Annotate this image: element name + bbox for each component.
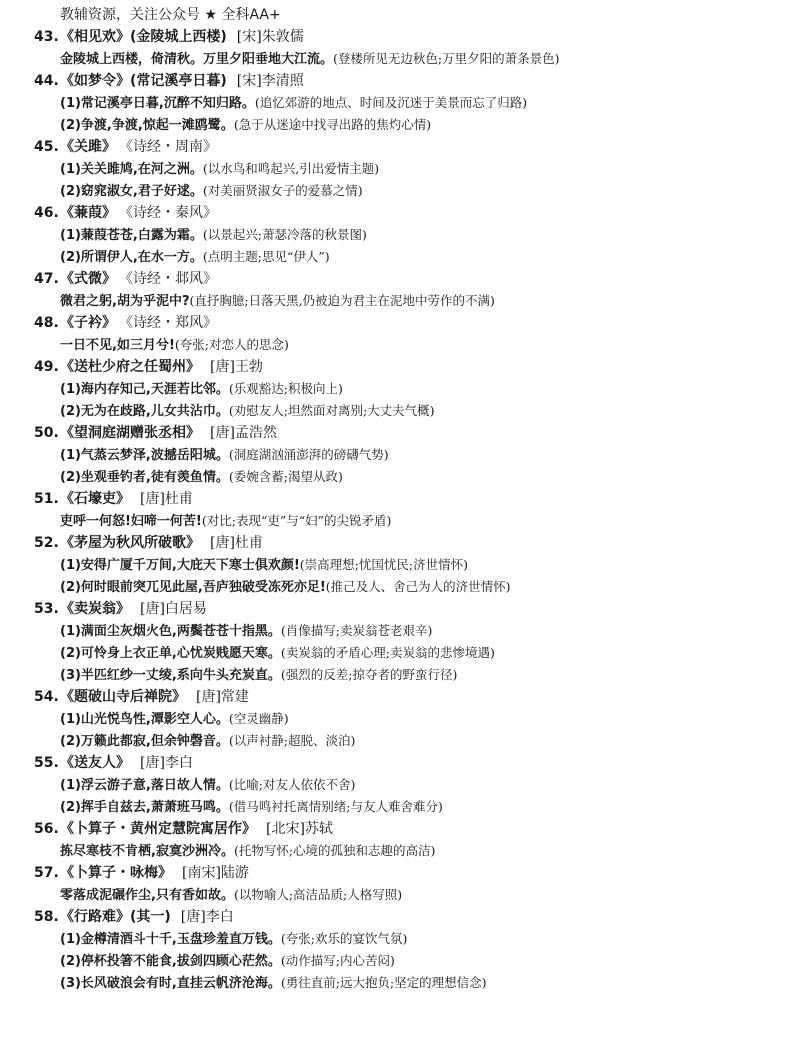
verse-text: (2)所谓伊人,在水一方。	[60, 250, 203, 265]
poem-author: 《诗经・秦风》	[126, 205, 217, 221]
verse-annotation: (委婉含蓄;渴望从政)	[228, 469, 343, 484]
verse-annotation: (劝慰友人;坦然面对离别;大丈夫气概)	[228, 403, 435, 418]
verse-annotation: (比喻;对友人依依不舍)	[228, 777, 356, 792]
poem-entry	[34, 532, 794, 598]
poem-entry	[34, 818, 794, 862]
verse-annotation: (托物写怀;心境的孤独和志趣的高洁)	[233, 843, 436, 858]
poem-entry	[34, 268, 794, 312]
poem-title-line	[34, 532, 794, 554]
verse-line	[34, 246, 794, 268]
entry-number: 49.	[34, 359, 59, 375]
poem-list	[34, 26, 794, 994]
verse-text: (2)万籁此都寂,但余钟磬音。	[60, 734, 229, 749]
verse-text: (2)何时眼前突兀见此屋,吾庐独破受冻死亦足!	[60, 580, 326, 595]
verse-line	[34, 290, 794, 312]
verse-line	[34, 180, 794, 202]
verse-line	[34, 708, 794, 730]
verse-text: (1)山光悦鸟性,潭影空人心。	[60, 712, 229, 727]
verse-annotation: (洞庭湖汹涌澎湃的磅礴气势)	[228, 447, 389, 462]
verse-text: 拣尽寒枝不肯栖,寂寞沙洲冷。	[60, 844, 234, 859]
poem-entry	[34, 752, 794, 818]
verse-text: (1)常记溪亭日暮,沉醉不知归路。	[60, 96, 255, 111]
verse-annotation: (以景起兴;萧瑟冷落的秋景图)	[202, 227, 367, 242]
verse-line	[34, 972, 794, 994]
poem-entry	[34, 906, 794, 994]
verse-text: (1)满面尘灰烟火色,两鬓苍苍十指黑。	[60, 624, 281, 639]
poem-author: [北宋]苏轼	[266, 821, 333, 837]
verse-annotation: (以物喻人;高洁品质;人格写照)	[233, 887, 403, 902]
verse-annotation: (追忆郊游的地点、时间及沉迷于美景而忘了归路)	[254, 95, 528, 110]
verse-text: 金陵城上西楼，倚清秋。万里夕阳垂地大江流。	[60, 52, 334, 67]
verse-line	[34, 510, 794, 532]
entry-number: 55.	[34, 755, 59, 771]
poem-title: 《卖炭翁》	[60, 601, 130, 617]
poem-entry	[34, 488, 794, 532]
verse-text: (3)长风破浪会有时,直挂云帆济沧海。	[60, 976, 281, 991]
entry-number: 51.	[34, 491, 59, 507]
poem-title: 《卜算子・咏梅》	[60, 865, 172, 881]
poem-title-line	[34, 598, 794, 620]
verse-line	[34, 378, 794, 400]
verse-text: (1)浮云游子意,落日故人情。	[60, 778, 229, 793]
poem-title-line	[34, 136, 794, 158]
entry-number: 54.	[34, 689, 59, 705]
verse-annotation: (空灵幽静)	[228, 711, 289, 726]
verse-text: 吏呼一何怒!妇啼一何苦!	[60, 514, 202, 529]
poem-title: 《送友人》	[60, 755, 130, 771]
verse-line	[34, 950, 794, 972]
verse-annotation: (借马鸣衬托离情别绪;与友人难舍难分)	[228, 799, 443, 814]
verse-annotation: (对比;表现“吏”与“妇”的尖锐矛盾)	[201, 513, 392, 528]
verse-line	[34, 796, 794, 818]
poem-entry	[34, 202, 794, 268]
poem-author: [南宋]陆游	[182, 865, 249, 881]
poem-author: [唐]杜甫	[140, 491, 193, 507]
verse-annotation: (急于从迷途中找寻出路的焦灼心情)	[233, 117, 432, 132]
poem-title-line	[34, 202, 794, 224]
page-header: 教辅资源，关注公众号 ★ 全科AA+	[60, 7, 281, 23]
poem-author: [唐]王勃	[210, 359, 263, 375]
poem-author: 《诗经・郑风》	[126, 315, 217, 331]
poem-title: 《卜算子・黄州定慧院寓居作》	[60, 821, 256, 837]
verse-text: (1)蒹葭苍苍,白露为霜。	[60, 228, 203, 243]
verse-line	[34, 730, 794, 752]
verse-line	[34, 48, 794, 70]
verse-line	[34, 620, 794, 642]
document-page	[34, 4, 794, 994]
poem-author: [唐]白居易	[140, 601, 207, 617]
poem-title: 《送杜少府之任蜀州》	[60, 359, 200, 375]
verse-annotation: (登楼所见无边秋色;万里夕阳的萧条景色)	[333, 51, 560, 66]
verse-text: (2)无为在歧路,儿女共沾巾。	[60, 404, 229, 419]
poem-title: 《行路难》(其一)	[60, 909, 171, 925]
poem-author: [唐]常建	[196, 689, 249, 705]
poem-title: 《如梦令》(常记溪亭日暮)	[60, 73, 227, 89]
verse-line	[34, 114, 794, 136]
verse-line	[34, 334, 794, 356]
verse-annotation: (强烈的反差;掠夺者的野蛮行径)	[280, 667, 458, 682]
verse-line	[34, 554, 794, 576]
entry-number: 57.	[34, 865, 59, 881]
poem-entry	[34, 356, 794, 422]
verse-annotation: (夸张;欢乐的宴饮气氛)	[280, 931, 408, 946]
poem-author: [唐]杜甫	[210, 535, 263, 551]
verse-annotation: (肖像描写;卖炭翁苍老艰辛)	[280, 623, 433, 638]
poem-title-line	[34, 312, 794, 334]
verse-annotation: (对美丽贤淑女子的爱慕之情)	[202, 183, 363, 198]
verse-text: (1)安得广厦千万间,大庇天下寒士俱欢颜!	[60, 558, 300, 573]
verse-annotation: (动作描写;内心苦闷)	[280, 953, 395, 968]
poem-entry	[34, 862, 794, 906]
verse-annotation: (乐观豁达;积极向上)	[228, 381, 343, 396]
poem-title: 《茅屋为秋风所破歌》	[60, 535, 200, 551]
verse-text: (1)关关雎鸠,在河之洲。	[60, 162, 203, 177]
poem-entry	[34, 686, 794, 752]
entry-number: 58.	[34, 909, 59, 925]
verse-annotation: (点明主题;思见“伊人”)	[202, 249, 330, 264]
verse-annotation: (以水鸟和鸣起兴,引出爱情主题)	[202, 161, 380, 176]
entry-number: 44.	[34, 73, 59, 89]
entry-number: 56.	[34, 821, 59, 837]
verse-text: (1)海内存知己,天涯若比邻。	[60, 382, 229, 397]
poem-title-line	[34, 752, 794, 774]
verse-line	[34, 92, 794, 114]
verse-text: (2)停杯投箸不能食,拔剑四顾心茫然。	[60, 954, 281, 969]
verse-line	[34, 840, 794, 862]
poem-title-line	[34, 686, 794, 708]
entry-number: 43.	[34, 29, 59, 45]
verse-text: (1)气蒸云梦泽,波撼岳阳城。	[60, 448, 229, 463]
verse-annotation: (勇往直前;远大抱负;坚定的理想信念)	[280, 975, 487, 990]
poem-entry	[34, 422, 794, 488]
verse-line	[34, 400, 794, 422]
verse-line	[34, 466, 794, 488]
verse-text: (2)可怜身上衣正单,心忧炭贱愿天寒。	[60, 646, 281, 661]
poem-title: 《子衿》	[60, 315, 116, 331]
poem-title-line	[34, 488, 794, 510]
poem-entry	[34, 312, 794, 356]
poem-entry	[34, 26, 794, 70]
poem-title: 《石壕吏》	[60, 491, 130, 507]
verse-line	[34, 774, 794, 796]
entry-number: 47.	[34, 271, 59, 287]
verse-annotation: (夸张;对恋人的思念)	[174, 337, 289, 352]
entry-number: 53.	[34, 601, 59, 617]
poem-title-line	[34, 268, 794, 290]
poem-title-line	[34, 862, 794, 884]
poem-title-line	[34, 26, 794, 48]
poem-title: 《相见欢》(金陵城上西楼)	[60, 29, 227, 45]
verse-line	[34, 642, 794, 664]
verse-text: 微君之躬,胡为乎泥中?	[60, 294, 190, 309]
verse-line	[34, 884, 794, 906]
poem-author: 《诗经・周南》	[126, 139, 217, 155]
verse-text: (2)坐观垂钓者,徒有羡鱼情。	[60, 470, 229, 485]
verse-text: 零落成泥碾作尘,只有香如故。	[60, 888, 234, 903]
poem-author: [宋]李清照	[236, 73, 304, 89]
verse-line	[34, 928, 794, 950]
verse-text: (2)挥手自兹去,萧萧班马鸣。	[60, 800, 229, 815]
poem-title: 《式微》	[60, 271, 116, 287]
verse-text: (2)窈窕淑女,君子好逑。	[60, 184, 203, 199]
verse-annotation: (直抒胸臆;日落天黑,仍被迫为君主在泥地中劳作的不满)	[189, 293, 495, 308]
poem-title: 《题破山寺后禅院》	[60, 689, 186, 705]
verse-text: (1)金樽清酒斗十千,玉盘珍羞直万钱。	[60, 932, 281, 947]
entry-number: 52.	[34, 535, 59, 551]
entry-number: 45.	[34, 139, 59, 155]
verse-text: (3)半匹红纱一丈绫,系向牛头充炭直。	[60, 668, 281, 683]
poem-author: [唐]李白	[140, 755, 193, 771]
verse-annotation: (推己及人、舍己为人的济世情怀)	[325, 579, 511, 594]
poem-title-line	[34, 818, 794, 840]
poem-author: [唐]孟浩然	[210, 425, 277, 441]
poem-entry	[34, 598, 794, 686]
poem-entry	[34, 70, 794, 136]
poem-title-line	[34, 906, 794, 928]
poem-author: 《诗经・邶风》	[126, 271, 217, 287]
poem-title-line	[34, 356, 794, 378]
verse-text: (2)争渡,争渡,惊起一滩鸥鹭。	[60, 118, 234, 133]
entry-number: 46.	[34, 205, 59, 221]
entry-number: 50.	[34, 425, 59, 441]
poem-author: [宋]朱敦儒	[236, 29, 304, 45]
verse-line	[34, 576, 794, 598]
poem-title: 《蒹葭》	[60, 205, 116, 221]
poem-title-line	[34, 70, 794, 92]
poem-title-line	[34, 422, 794, 444]
poem-author: [唐]李白	[180, 909, 234, 925]
verse-line	[34, 224, 794, 246]
verse-line	[34, 444, 794, 466]
verse-line	[34, 158, 794, 180]
poem-entry	[34, 136, 794, 202]
verse-annotation: (卖炭翁的矛盾心理;卖炭翁的悲惨境遇)	[280, 645, 495, 660]
verse-annotation: (崇高理想;忧国忧民;济世情怀)	[299, 557, 468, 572]
verse-text: 一日不见,如三月兮!	[60, 338, 175, 353]
verse-annotation: (以声衬静;超脱、淡泊)	[228, 733, 356, 748]
verse-line	[34, 664, 794, 686]
poem-title: 《关雎》	[60, 139, 116, 155]
entry-number: 48.	[34, 315, 59, 331]
poem-title: 《望洞庭湖赠张丞相》	[60, 425, 200, 441]
